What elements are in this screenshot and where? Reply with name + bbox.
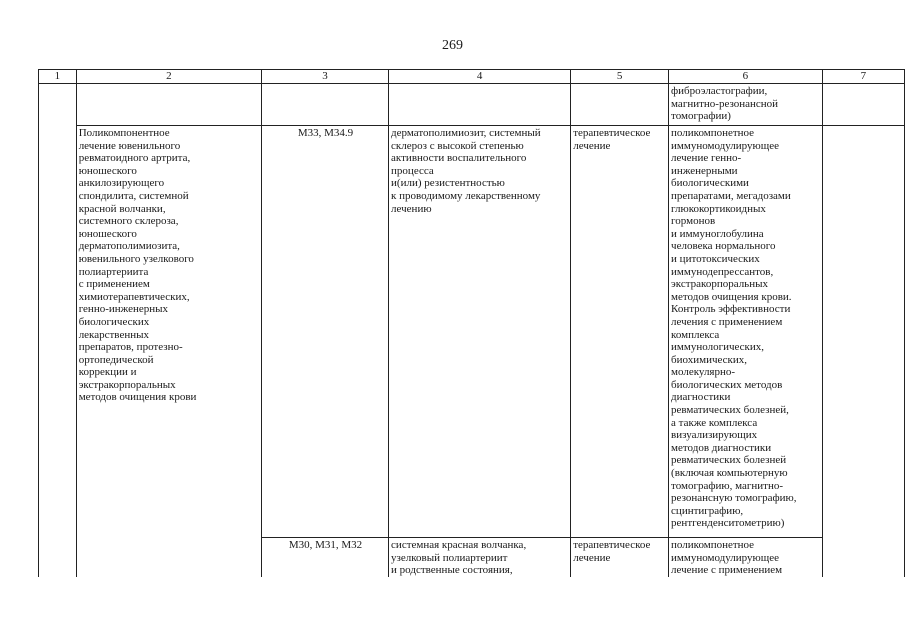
treatment-description: поликомпонетное иммуномодулирующее лечение генно- инженерными биологическими препаратами, мегадозами глюкокортикоидных гормонов и иммуноглобулина человека нормального и цитотоксических иммунодепрессантов, экстракорпоральных методов очищения крови. Контроль эффективности лечения с применением комплекса иммунологических, биохимических, молекулярно- биологических методов диагностики ревматических болезней, а также комплекса визуализирующих методов диагностики ревматических болезней (включая компьютерную томографию, магнитно- резонансную томографию, сцинтиграфию, рентгенденситометрию) — [669, 126, 823, 538]
column-header-2: 2 — [76, 70, 261, 84]
cell-col5 — [571, 84, 669, 126]
column-number-row — [39, 70, 905, 84]
column-header-1: 1 — [39, 70, 77, 84]
column-header-4: 4 — [389, 70, 571, 84]
table-row-treatment-method — [39, 126, 905, 538]
icd-codes: М33, М34.9 — [261, 126, 388, 538]
cell-col2 — [76, 84, 261, 126]
column-header-3: 3 — [261, 70, 388, 84]
cell-col6: фиброэластографии, магнитно-резонансной томографии) — [669, 84, 823, 126]
patient-model: дерматополимиозит, системный склероз с высокой степенью активности воспалительного процесса и(или) резистентностью к проводимому лекарственному лечению — [389, 126, 571, 538]
cell-col1-span — [39, 84, 77, 578]
treatment-description: поликомпонетное иммуномодулирующее лечение с применением — [669, 538, 823, 578]
treatment-method-name: Поликомпонентное лечение ювенильного ревматоидного артрита, юношеского анкилозирующего спондилита, системной красной волчанки, системного склероза, юношеского дерматополимиозита, ювенильного узелкового полиартериита с применением химиотерапевтических, генно-инженерных биологических лекарственных препаратов, протезно- ортопедической коррекции и экстракорпоральных методов очищения крови — [76, 126, 261, 578]
cell-col3 — [261, 84, 388, 126]
patient-model: системная красная волчанка, узелковый полиартериит и родственные состояния, — [389, 538, 571, 578]
table-row-continuation — [39, 84, 905, 126]
column-header-5: 5 — [571, 70, 669, 84]
cell-col7 — [822, 84, 904, 126]
page-number: 269 — [442, 38, 463, 53]
cell-col4 — [389, 84, 571, 126]
icd-codes: М30, М31, М32 — [261, 538, 388, 578]
cell-col7-span — [822, 126, 904, 578]
treatment-type: терапевтическое лечение — [571, 126, 669, 538]
treatment-type: терапевтическое лечение — [571, 538, 669, 578]
column-header-7: 7 — [822, 70, 904, 84]
treatment-table — [38, 69, 905, 577]
column-header-6: 6 — [669, 70, 823, 84]
